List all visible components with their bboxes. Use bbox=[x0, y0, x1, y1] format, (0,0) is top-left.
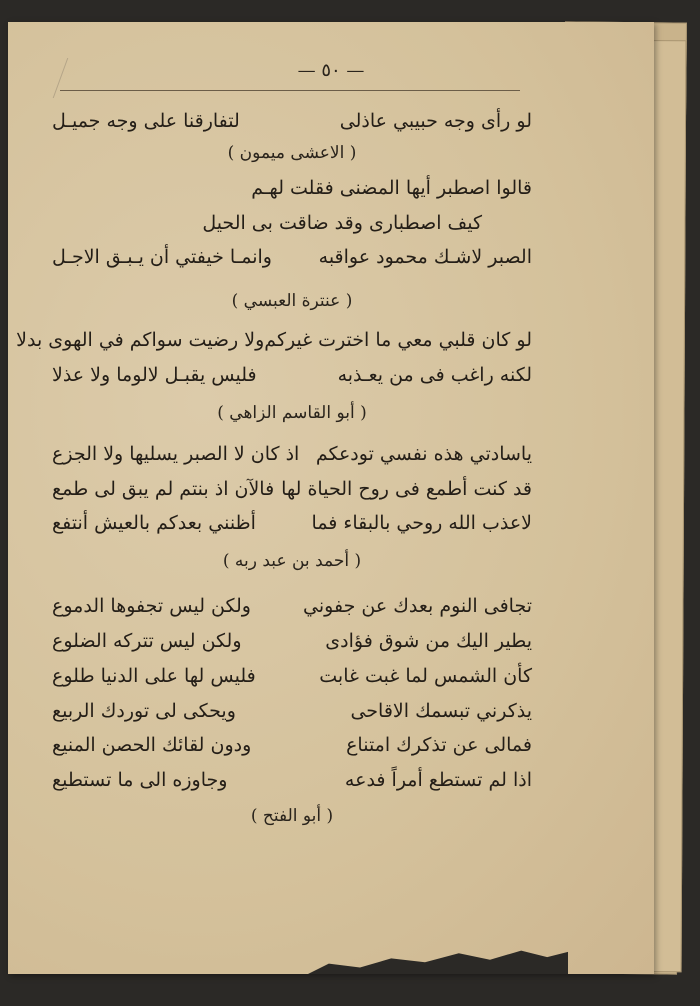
hemistich-second: أظنني بعدكم بالعيش أنتفع bbox=[52, 512, 256, 535]
poem-content bbox=[16, 104, 532, 826]
hemistich-first: كأن الشمس لما غبت غابت bbox=[319, 664, 532, 687]
header-rule bbox=[60, 90, 520, 91]
hemistich-second: وانمـا خيفتي أن يـبـق الاجـل bbox=[52, 246, 272, 269]
verse bbox=[52, 512, 532, 535]
verse bbox=[52, 734, 532, 757]
hemistich-second: لتفارقنا على وجه جميـل bbox=[52, 110, 240, 132]
hemistich-second: ولكن ليس تجفوها الدموع bbox=[52, 595, 251, 618]
verse bbox=[52, 110, 532, 133]
verse bbox=[52, 665, 532, 688]
hemistich-first: اذا لم تستطع أمراً فدعه bbox=[344, 769, 532, 792]
hemistich-second: فالآن اذ بنتم لم يبق لى طمع bbox=[52, 477, 275, 500]
verse bbox=[16, 329, 532, 352]
page-stack bbox=[8, 22, 688, 986]
verse bbox=[52, 595, 532, 618]
verse bbox=[52, 246, 532, 269]
hemistich-first: لكنه راغب فى من يعـذبه bbox=[337, 363, 532, 386]
hemistich-first: ياسادتي هذه نفسي تودعكم bbox=[315, 442, 532, 465]
hemistich-first: لو كان قلبي معي ما اخترت غيركم bbox=[264, 329, 532, 352]
poet-attribution: ( أحمد بن عبد ربه ) bbox=[222, 551, 362, 572]
poet-attribution: ( أبو القاسم الزاهي ) bbox=[217, 402, 367, 423]
hemistich-second: فليس يقبـل لالوما ولا عذلا bbox=[52, 363, 257, 386]
hemistich-second: ولا رضيت سواكم في الهوى بدلا bbox=[16, 329, 265, 352]
hemistich-first: الصبر لاشـك محمود عواقبه bbox=[318, 246, 532, 269]
verse bbox=[52, 364, 532, 387]
page-number: — ٥٠ — bbox=[297, 60, 365, 81]
poet-attribution: ( أبو الفتح ) bbox=[250, 805, 334, 826]
hemistich-first: لو رأى وجه حبيبي عاذلى bbox=[339, 110, 532, 132]
verse bbox=[52, 478, 532, 501]
hemistich-second: اذ كان لا الصبر يسليها ولا الجزع bbox=[52, 442, 300, 465]
verse bbox=[52, 443, 532, 466]
hemistich-first: لاعذب الله روحي بالبقاء فما bbox=[311, 512, 532, 535]
verse bbox=[52, 700, 532, 723]
hemistich-first: قد كنت أطمع فى روح الحياة لها bbox=[281, 477, 532, 500]
hemistich-first: يذكرني تبسمك الاقاحى bbox=[350, 699, 532, 722]
poet-attribution: ( عنترة العبسي ) bbox=[231, 291, 353, 312]
hemistich-second: ودون لقائك الحصن المنيع bbox=[52, 734, 252, 757]
poet-attribution: ( الاعشى ميمون ) bbox=[227, 142, 357, 163]
hemistich-second: وجاوزه الى ما تستطيع bbox=[52, 769, 228, 792]
single-line: كيف اصطبارى وقد ضاقت بى الحيل bbox=[202, 211, 482, 234]
verse bbox=[52, 630, 532, 653]
hemistich-second: ويحكى لى توردك الربيع bbox=[52, 699, 236, 722]
single-line: قالوا اصطبر أيها المضنى فقلت لهـم bbox=[251, 176, 532, 199]
hemistich-first: فمالى عن تذكرك امتناع bbox=[346, 734, 532, 757]
verse bbox=[52, 769, 532, 792]
book-page bbox=[8, 22, 654, 974]
hemistich-first: تجافى النوم بعدك عن جفوني bbox=[303, 595, 532, 618]
torn-edge bbox=[308, 948, 568, 974]
hemistich-first: يطير اليك من شوق فؤادى bbox=[325, 629, 532, 652]
hemistich-second: فليس لها على الدنيا طلوع bbox=[52, 664, 256, 687]
hemistich-second: ولكن ليس تتركه الضلوع bbox=[52, 629, 242, 652]
